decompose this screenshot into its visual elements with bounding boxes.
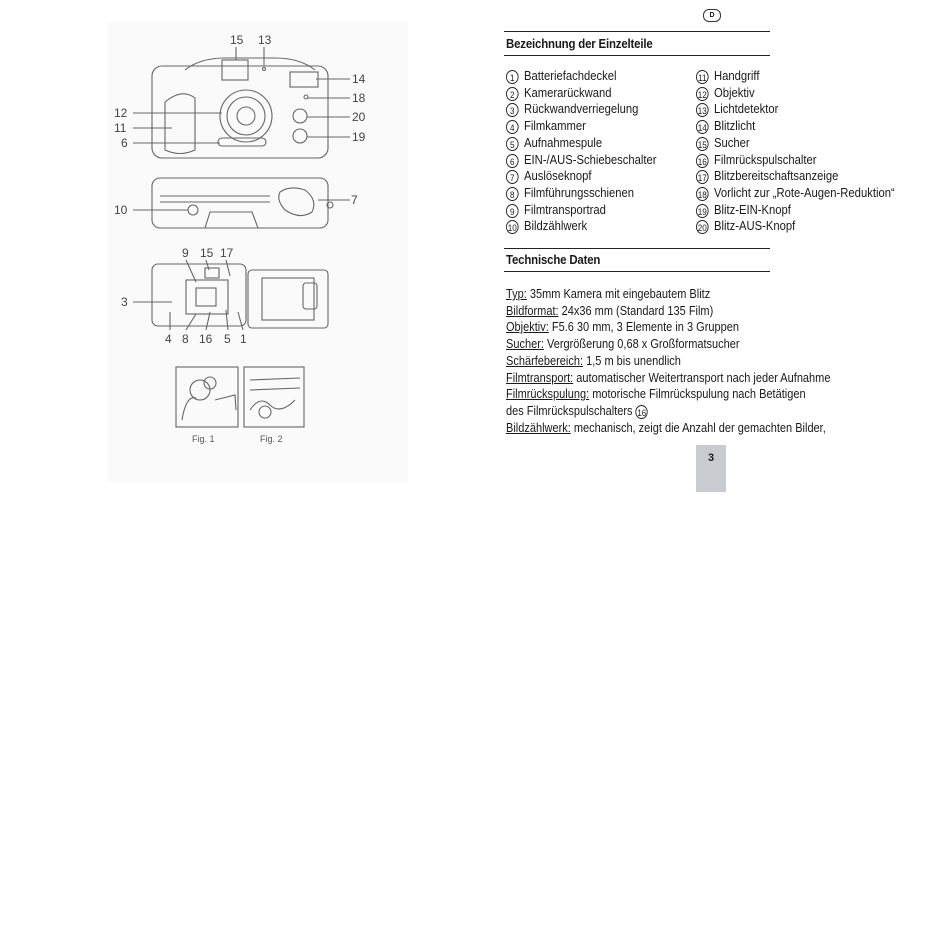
part-label: Blitz-EIN-Knopf — [714, 202, 791, 217]
spec-item — [506, 403, 830, 420]
film-wheel — [205, 268, 219, 278]
spec-item — [506, 370, 830, 387]
part-item — [696, 218, 895, 235]
part-label: Lichtdetektor — [714, 102, 779, 117]
spec-value: motorische Filmrückspulung nach Betätigen — [589, 387, 806, 402]
part-item — [506, 85, 657, 102]
callout-12: 12 — [114, 106, 128, 120]
fig2-caption: Fig. 2 — [260, 434, 283, 444]
spec-item — [506, 353, 830, 370]
spec-key: Bildformat: — [506, 303, 559, 318]
part-label: Kamerarückwand — [524, 85, 612, 100]
spec-ref-badge: 16 — [636, 405, 648, 419]
callout-20: 20 — [352, 110, 366, 124]
part-label: Batteriefachdeckel — [524, 69, 617, 83]
spec-value: F5.6 30 mm, 3 Elemente in 3 Gruppen — [548, 320, 739, 335]
spec-value: 1,5 m bis unendlich — [583, 353, 681, 368]
frame-counter-window — [188, 205, 198, 215]
callout-5: 5 — [224, 332, 231, 346]
spec-key: Typ: — [506, 287, 527, 301]
camera-top-body — [152, 178, 328, 228]
spec-item — [506, 386, 830, 403]
spec-key: Objektiv: — [506, 320, 549, 335]
spec-item — [506, 336, 830, 353]
spec-item — [506, 286, 830, 303]
parts-section-title: Bezeichnung der Einzelteile — [506, 36, 653, 51]
spec-value: mechanisch, zeigt die Anzahl der gemachten Bilder, — [570, 420, 826, 435]
part-label: Filmtransportrad — [524, 202, 606, 217]
part-item — [506, 185, 657, 202]
part-label: Filmführungsschienen — [524, 185, 635, 200]
part-item — [506, 135, 657, 152]
callout-13: 13 — [258, 33, 272, 47]
part-number-badge: 13 — [696, 103, 709, 117]
callout-4: 4 — [165, 332, 172, 346]
part-number-badge: 5 — [506, 137, 519, 151]
viewfinder-window — [222, 60, 248, 80]
part-item — [696, 85, 895, 102]
film-gate — [186, 280, 228, 314]
callout-3: 3 — [121, 295, 128, 309]
part-label: Vorlicht zur „Rote-Augen-Reduktion“ — [714, 185, 895, 200]
part-label: Filmkammer — [524, 119, 586, 134]
callout-14: 14 — [352, 72, 366, 86]
spec-value: Vergrößerung 0,68 x Großformatsucher — [543, 337, 740, 352]
callout-15b: 15 — [200, 246, 214, 260]
part-label: Rückwandverriegelung — [524, 102, 639, 117]
callout-9: 9 — [182, 246, 189, 260]
part-number-badge: 1 — [506, 70, 519, 84]
part-label: Blitzbereitschaftsanzeige — [714, 169, 839, 184]
part-item — [506, 118, 657, 135]
part-number-badge: 2 — [506, 87, 519, 101]
fig1-caption: Fig. 1 — [192, 434, 215, 444]
rule-specs-bottom — [504, 271, 770, 272]
callout-18: 18 — [352, 91, 366, 105]
part-number-badge: 3 — [506, 103, 519, 117]
callout-10: 10 — [114, 203, 128, 217]
language-badge: D — [703, 9, 721, 22]
part-number-badge: 17 — [696, 170, 709, 184]
callout-17: 17 — [220, 246, 234, 260]
spec-key: Schärfebereich: — [506, 353, 584, 368]
part-label: Filmrückspulschalter — [714, 152, 817, 167]
lens-inner — [237, 107, 255, 125]
spec-value: des Filmrückspulschalters — [506, 403, 633, 418]
specs-list — [506, 286, 830, 436]
grip — [165, 94, 195, 154]
part-item — [506, 152, 657, 169]
light-sensor — [263, 68, 266, 71]
callout-6: 6 — [121, 136, 128, 150]
parts-list-left — [506, 68, 657, 235]
spec-value: 35mm Kamera mit eingebautem Blitz — [526, 287, 711, 301]
part-item — [506, 68, 657, 85]
flash-off-button-shape — [293, 109, 307, 123]
part-label: Bildzählwerk — [524, 219, 588, 234]
back-door — [248, 270, 328, 328]
spec-key: Filmrückspulung: — [506, 387, 590, 402]
fig2-box — [244, 367, 304, 427]
callout-19: 19 — [352, 130, 366, 144]
part-label: Sucher — [714, 135, 750, 150]
spec-item — [506, 303, 830, 320]
part-number-badge: 11 — [696, 70, 709, 84]
spec-key: Filmtransport: — [506, 370, 574, 385]
part-number-badge: 18 — [696, 187, 709, 201]
part-label: Objektiv — [714, 85, 755, 100]
part-number-badge: 16 — [696, 154, 709, 168]
parts-list-right — [696, 68, 895, 235]
callout-11: 11 — [114, 121, 127, 135]
callout-1: 1 — [240, 332, 247, 346]
part-item — [696, 152, 895, 169]
callout-7: 7 — [351, 193, 358, 207]
callout-15: 15 — [230, 33, 244, 47]
part-label: EIN-/AUS-Schiebeschalter — [524, 152, 657, 167]
part-number-badge: 9 — [506, 204, 519, 218]
spec-value: 24x36 mm (Standard 135 Film) — [558, 303, 714, 318]
part-item — [506, 101, 657, 118]
spec-item — [506, 319, 830, 336]
camera-back-body — [152, 264, 246, 326]
callout-16: 16 — [199, 332, 213, 346]
part-number-badge: 19 — [696, 204, 709, 218]
part-item — [696, 101, 895, 118]
lens-middle — [227, 97, 265, 135]
part-number-badge: 10 — [506, 220, 519, 234]
spec-item — [506, 420, 830, 437]
part-number-badge: 6 — [506, 154, 519, 168]
part-number-badge: 20 — [696, 220, 709, 234]
part-item — [696, 135, 895, 152]
part-item — [506, 218, 657, 235]
part-item — [696, 118, 895, 135]
part-label: Blitz-AUS-Knopf — [714, 219, 796, 234]
part-item — [696, 202, 895, 219]
camera-front-top-hump — [185, 58, 315, 70]
part-number-badge: 8 — [506, 187, 519, 201]
page-number: 3 — [707, 452, 715, 464]
rule-parts-bottom — [504, 55, 770, 56]
spec-key: Bildzählwerk: — [506, 420, 571, 435]
flash-window — [290, 72, 318, 87]
part-number-badge: 15 — [696, 137, 709, 151]
part-number-badge: 12 — [696, 87, 709, 101]
spec-key: Sucher: — [506, 337, 544, 352]
lens-outer — [220, 90, 272, 142]
part-item — [506, 202, 657, 219]
specs-section-title: Technische Daten — [506, 252, 601, 267]
shutter-button-shape — [279, 188, 314, 216]
part-label: Auslöseknopf — [524, 169, 592, 184]
part-number-badge: 4 — [506, 120, 519, 134]
part-label: Blitzlicht — [714, 119, 756, 134]
part-label: Aufnahmespule — [524, 135, 603, 150]
rule-specs-top — [504, 248, 770, 249]
flash-on-button-shape — [293, 129, 307, 143]
part-number-badge: 7 — [506, 170, 519, 184]
spec-value: automatischer Weitertransport nach jeder Aufnahme — [573, 370, 831, 385]
part-label: Handgriff — [714, 69, 760, 83]
rule-top — [504, 31, 770, 32]
part-item — [696, 68, 895, 85]
part-item — [696, 185, 895, 202]
part-item — [696, 168, 895, 185]
part-number-badge: 14 — [696, 120, 709, 134]
callout-8: 8 — [182, 332, 189, 346]
part-item — [506, 168, 657, 185]
